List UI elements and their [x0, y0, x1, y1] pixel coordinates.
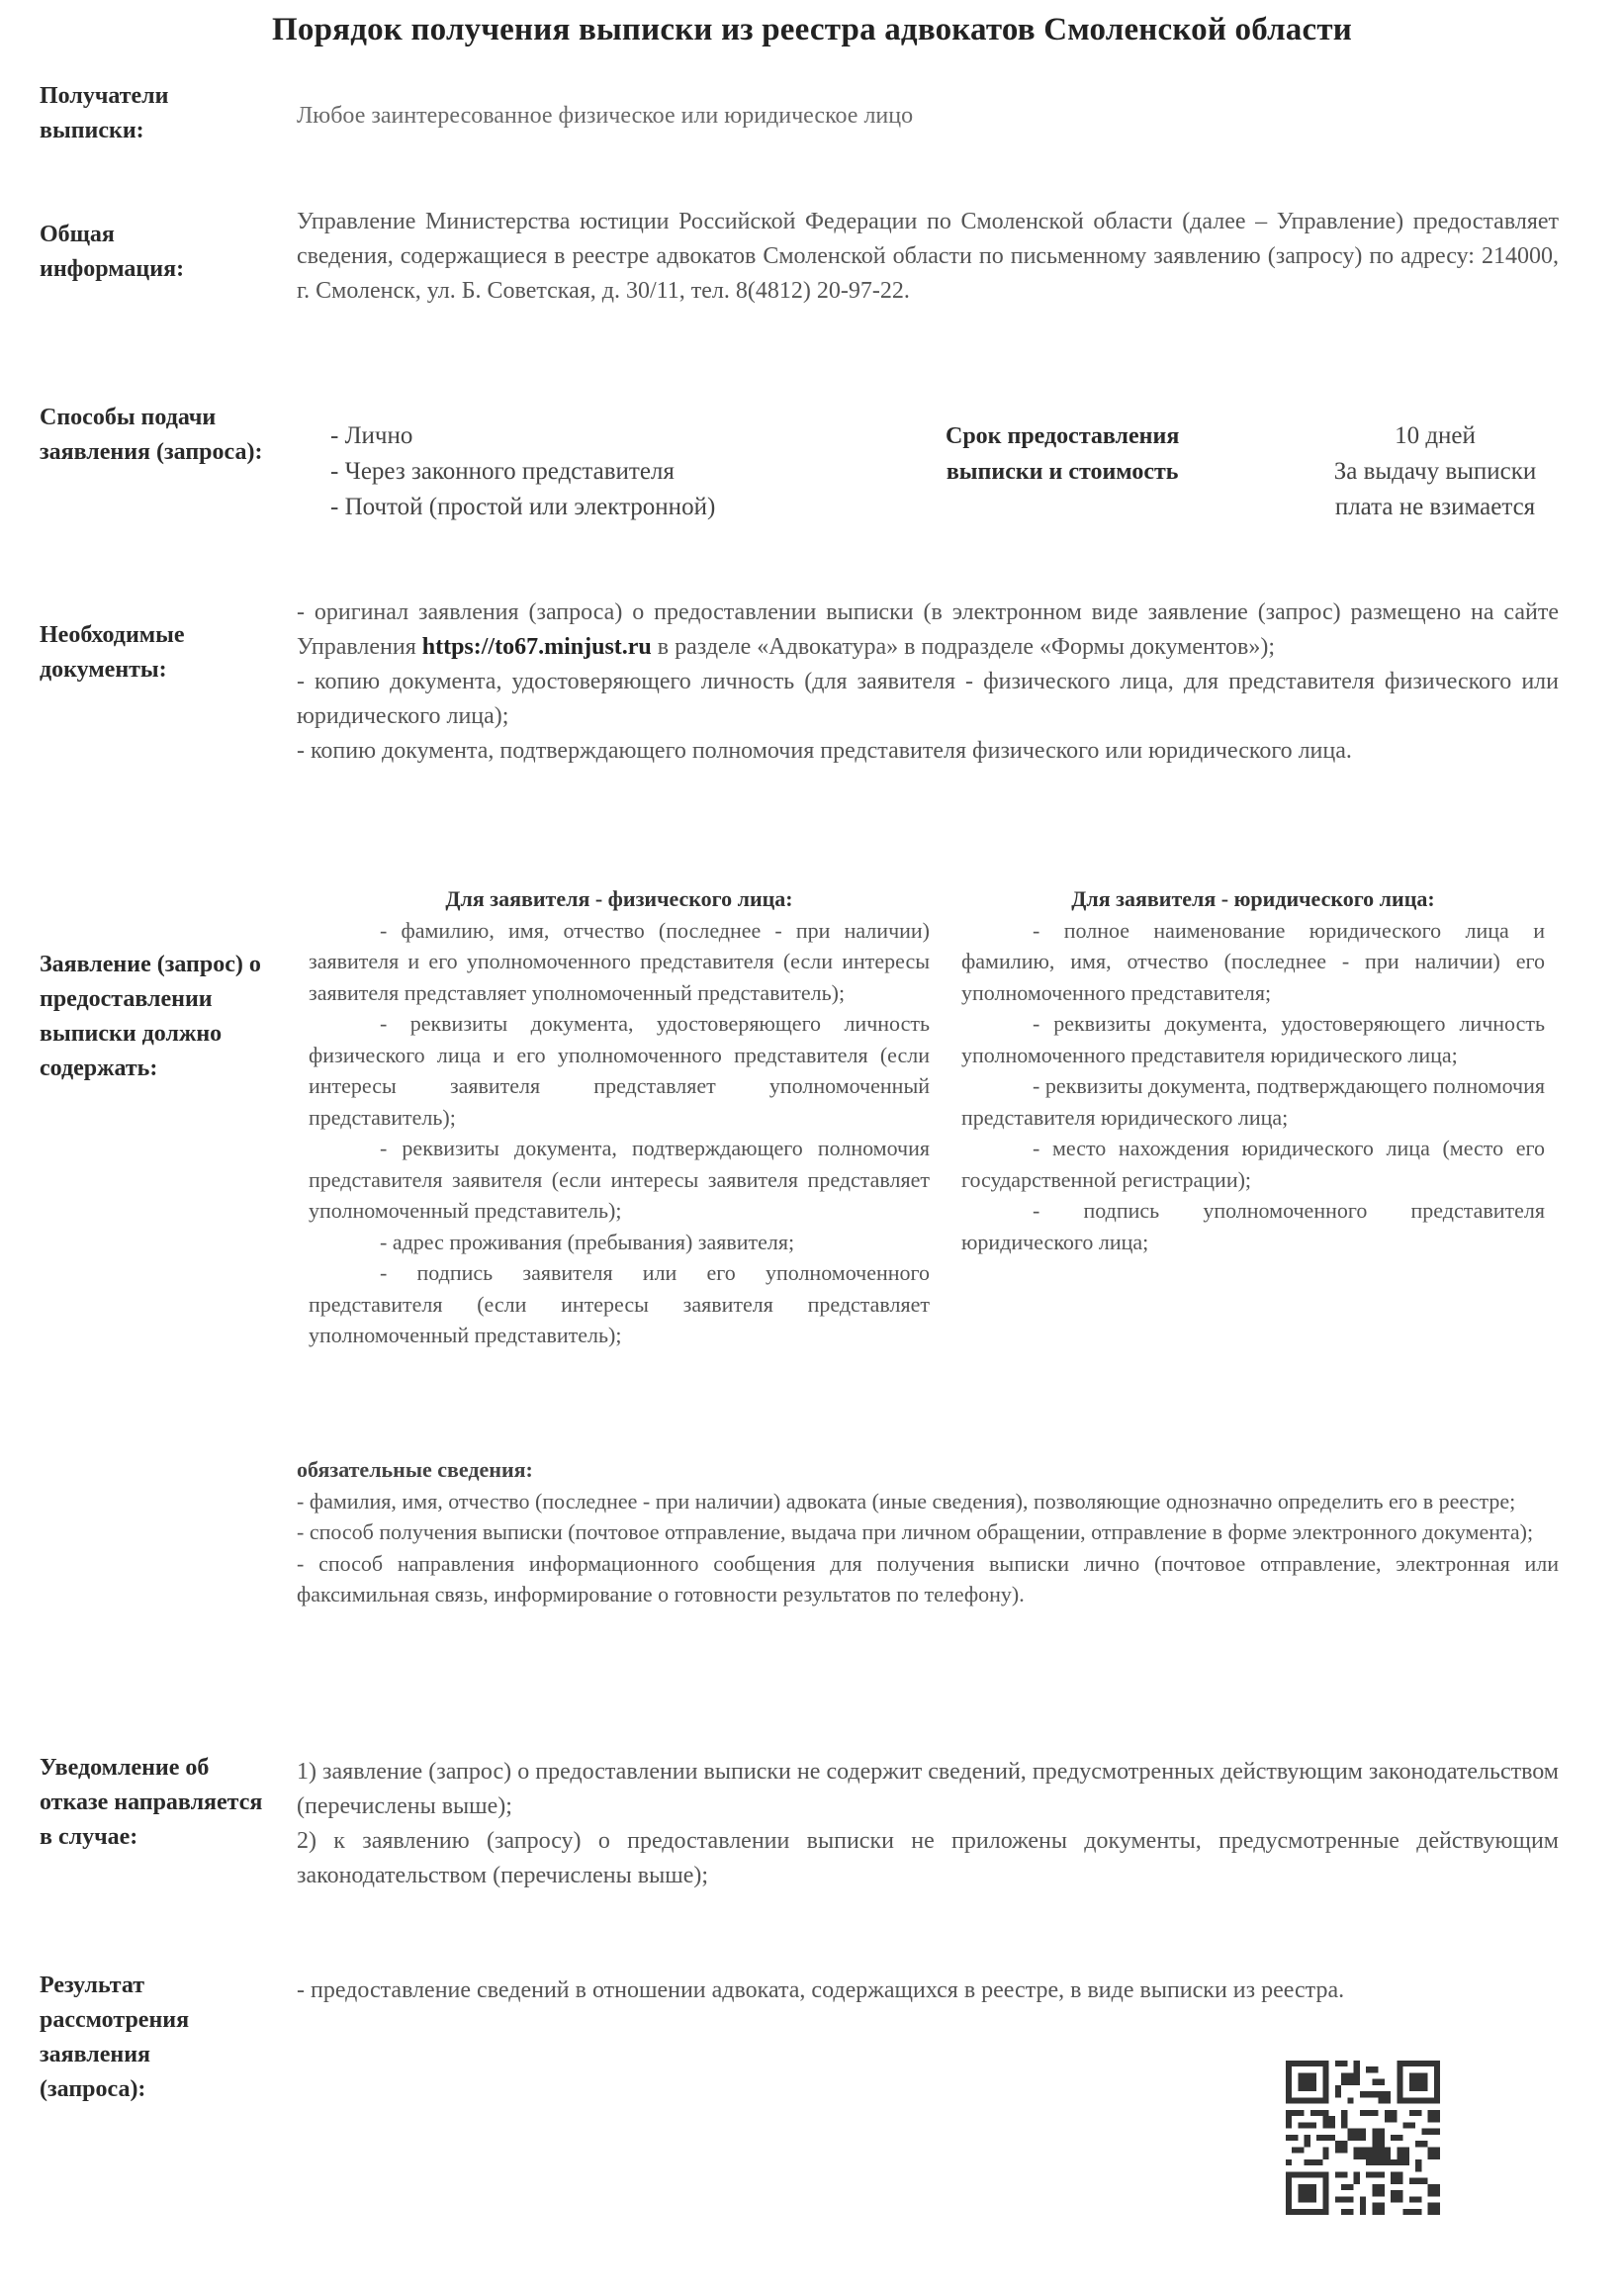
mandatory-heading: обязательные сведения:: [297, 1457, 533, 1482]
methods-label: Способы подачи заявления (запроса):: [40, 405, 263, 465]
individual-item: - реквизиты документа, удостоверяющего личность физического лица и его уполномоченного представителя (если интересы заявителя представляет уполномоченный представитель);: [309, 1011, 930, 1130]
mandatory-item: - фамилия, имя, отчество (последнее - при наличии) адвоката (иные сведения), позволяющие однозначно определить его в реестре;: [297, 1488, 1516, 1514]
deadline-days: 10 дней: [1395, 422, 1476, 449]
methods-list: [330, 418, 715, 525]
deadline-label: [946, 418, 1179, 490]
legal-heading: Для заявителя - юридического лица:: [1071, 886, 1435, 911]
individual-item: - фамилию, имя, отчество (последнее - при наличии) заявителя и его уполномоченного представителя (если интересы заявителя представляет уполномоченный представитель);: [309, 917, 930, 1005]
individual-item: - адрес проживания (пребывания) заявителя;: [380, 1229, 795, 1254]
individual-item: - реквизиты документа, подтверждающего полномочия представителя заявителя (если интересы заявителя представляет уполномоченный представитель);: [309, 1136, 930, 1223]
legal-item: - реквизиты документа, удостоверяющего личность уполномоченного представителя юридического лица;: [961, 1011, 1545, 1067]
application-label: Заявление (запрос) о предоставлении выписки должно содержать:: [40, 952, 261, 1081]
document-item-text: - оригинал заявления (запроса) о предоставлении выписки (в электронном виде заявление (запрос) размещено на сайте Управления: [297, 599, 1559, 660]
method-item: - Почтой (простой или электронной): [330, 494, 716, 520]
legal-column: [961, 883, 1545, 1257]
mandatory-item: - способ направления информационного сообщения для получения выписки лично (почтовое отправление, электронная или факсимильная связь, информирование о готовности результатов по телефону).: [297, 1550, 1559, 1606]
document-item: - копию документа, удостоверяющего личность (для заявителя - физического лица, для представителя физического или юридического лица);: [297, 669, 1559, 729]
legal-item: - место нахождения юридического лица (место его государственной регистрации);: [961, 1136, 1545, 1192]
individual-item: - подпись заявителя или его уполномоченного представителя (если интересы заявителя представляет уполномоченный представитель);: [309, 1260, 930, 1347]
individual-heading: Для заявителя - физического лица:: [445, 886, 793, 911]
refusal-label: Уведомление об отказе направляется в случае:: [40, 1755, 263, 1850]
method-item: - Лично: [330, 422, 413, 449]
mandatory-info: [297, 1454, 1559, 1610]
deadline-label-line: выписки и стоимость: [946, 459, 1179, 485]
individual-column: [309, 883, 930, 1351]
document-item-text: в разделе «Адвокатура» в подразделе «Формы документов»);: [651, 634, 1276, 660]
result-label: Результат рассмотрения заявления (запроса):: [40, 1973, 190, 2102]
legal-item: - реквизиты документа, подтверждающего полномочия представителя юридического лица;: [961, 1073, 1545, 1130]
recipients-label: Получатели выписки:: [40, 83, 169, 143]
deadline-value: [1306, 418, 1565, 525]
refusal-item: 1) заявление (запрос) о предоставлении выписки не содержит сведений, предусмотренных действующим законодательством (перечислены выше);: [297, 1759, 1559, 1819]
mandatory-item: - способ получения выписки (почтовое отправление, выдача при личном обращении, отправление в форме электронного документа);: [297, 1519, 1534, 1544]
fee-line: За выдачу выписки: [1333, 458, 1537, 485]
document-item: - копию документа, подтверждающего полномочия представителя физического или юридического лица.: [297, 738, 1352, 764]
result-text: - предоставление сведений в отношении адвоката, содержащихся в реестре, в виде выписки из реестра.: [297, 1977, 1345, 2003]
documents-label: Необходимые документы:: [40, 622, 185, 683]
page-title: Порядок получения выписки из реестра адвокатов Смоленской области: [272, 12, 1352, 47]
recipients-text: Любое заинтересованное физическое или юридическое лицо: [297, 103, 914, 129]
deadline-label-line: Срок предоставления: [946, 423, 1180, 449]
documents-text: [297, 596, 1559, 769]
legal-item: - подпись уполномоченного представителя юридического лица;: [961, 1198, 1545, 1254]
refusal-text: [297, 1755, 1559, 1893]
fee-line: плата не взимается: [1334, 494, 1536, 520]
general-label: Общая информация:: [40, 222, 185, 282]
legal-item: - полное наименование юридического лица и фамилию, имя, отчество (последнее - при наличии) его уполномоченного представителя;: [961, 917, 1545, 1005]
qr-code-icon[interactable]: [1286, 2061, 1440, 2215]
refusal-item: 2) к заявлению (запросу) о предоставлении выписки не приложены документы, предусмотренные действующим законодательством (перечислены выше);: [297, 1828, 1559, 1888]
method-item: - Через законного представителя: [330, 458, 675, 485]
document-item: [297, 596, 1559, 665]
website-link[interactable]: https://to67.minjust.ru: [421, 634, 652, 660]
general-text: Управление Министерства юстиции Российской Федерации по Смоленской области (далее – Управление) предоставляет сведения, содержащиеся в реестре адвокатов Смоленской области по письменному заявлению (запросу) по адресу: 214000, г. Смоленск, ул. Б. Советская, д. 30/11, тел. 8(4812) 20-97-22.: [297, 209, 1559, 304]
